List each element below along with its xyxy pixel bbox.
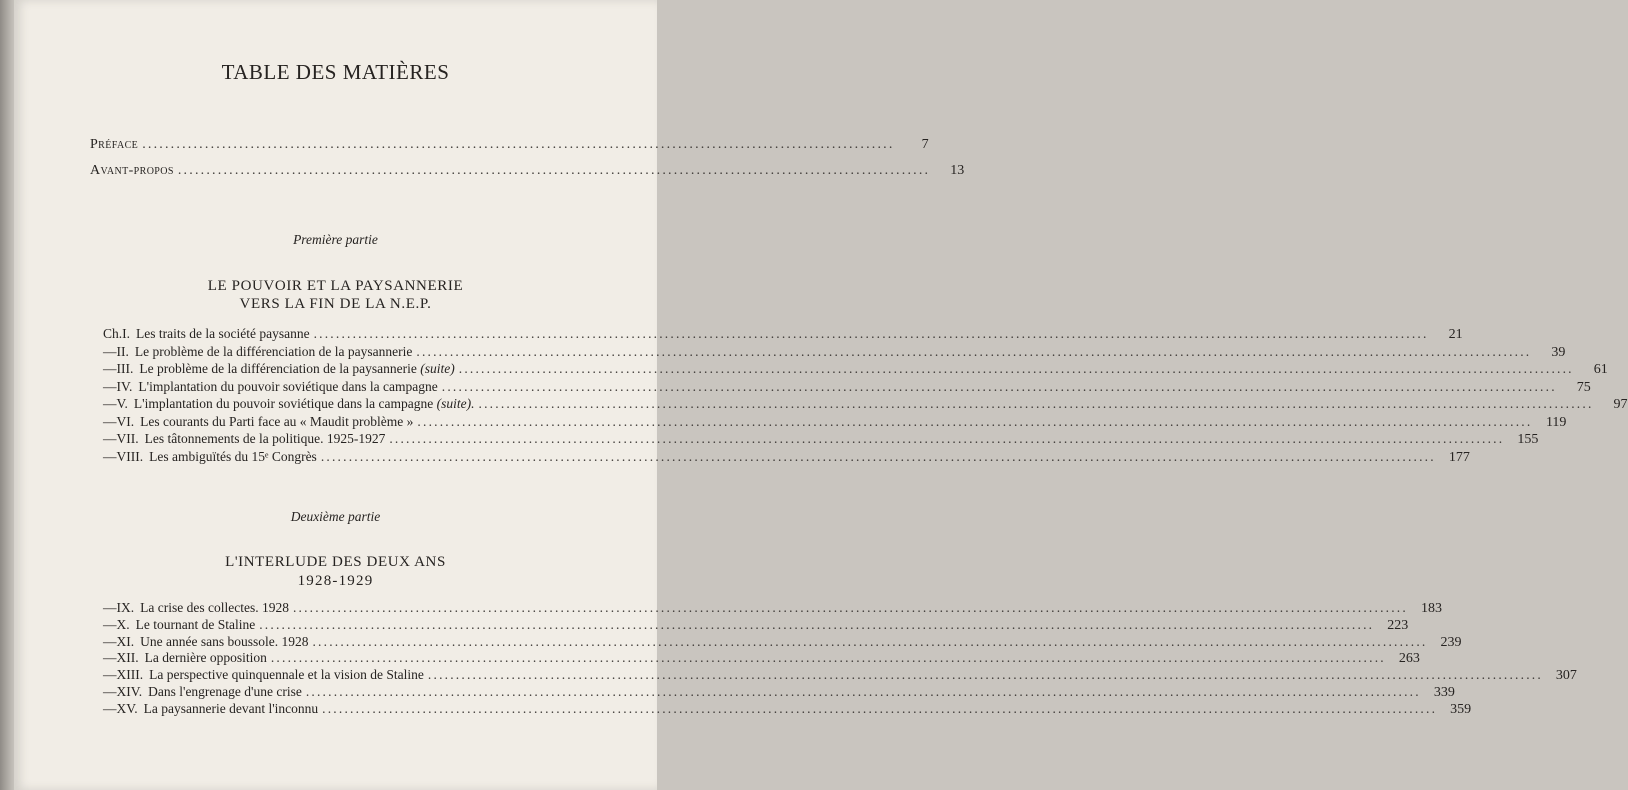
chapter-title-text: Le problème de la différenciation de la paysannerie (134, 343, 413, 359)
dot-leader: ........................................................................................................................................................................................................ (478, 396, 1594, 411)
dot-leader: ........................................................................................................................................................................................................ (320, 448, 1436, 464)
page-number: 97 (1613, 397, 1628, 412)
chapter-title-text: Le tournant de Staline (135, 616, 256, 632)
chapter-title (144, 701, 319, 717)
book-page (14, 0, 1628, 790)
chapter-title (140, 414, 413, 430)
chapter-number: XV. (116, 700, 138, 716)
toc-chapter-row (103, 326, 1463, 343)
toc-chapter-row (103, 361, 1608, 378)
page-number: 177 (1448, 449, 1470, 465)
part-1-title-line-1: LE POUVOIR ET LA PAYSANNERIE (207, 278, 464, 294)
toc-chapter-row (103, 700, 1472, 718)
toc-chapter-row (103, 343, 1566, 361)
dot-leader: ........................................................................................................................................................................................................ (441, 378, 1557, 394)
chapter-number: IX. (116, 600, 135, 615)
dot-leader: ........................................................................................................................................................................................................ (389, 431, 1505, 446)
chapter-title (149, 667, 424, 683)
toc-chapter-row (103, 413, 1567, 431)
part-1-label: Première partie (293, 232, 378, 247)
chapter-title-text: L'implantation du pouvoir soviétique dans la campagne (138, 378, 438, 394)
chapter-title (135, 344, 413, 360)
chapter-prefix: — (103, 616, 117, 632)
toc-chapter-row (103, 600, 1442, 617)
page-number: 39 (1551, 344, 1566, 360)
chapter-number: VII. (116, 431, 139, 446)
chapter-title (140, 600, 289, 616)
dot-leader: ........................................................................................................................................................................................................ (305, 684, 1421, 699)
chapter-title (148, 684, 302, 700)
chapter-number: V. (116, 396, 128, 411)
toc-chapter-row (103, 633, 1462, 651)
chapter-title-text: Les courants du Parti face au « Maudit problème » (140, 413, 414, 429)
part-2-title-line-1: L'INTERLUDE DES DEUX ANS (225, 554, 446, 570)
chapter-prefix: — (103, 633, 117, 649)
chapter-number: XII. (116, 650, 139, 666)
chapter-title-text: Le problème de la différenciation de la paysannerie (139, 361, 417, 376)
toc-chapter-row (103, 650, 1420, 667)
chapter-number: XIII. (116, 667, 144, 683)
dot-leader: .................................................................................................................................... (177, 163, 931, 178)
part-1-title-line-2: VERS LA FIN DE LA N.E.P. (239, 296, 432, 312)
entry-label: Préface (90, 137, 139, 152)
dot-leader: ........................................................................................................................................................................................................ (417, 413, 1533, 429)
chapter-title-text: La crise des collectes. 1928 (140, 600, 289, 615)
chapter-title-suffix: (suite) (420, 361, 455, 376)
toc-chapter-row (103, 684, 1455, 701)
chapter-prefix: Ch. (103, 326, 123, 341)
chapter-prefix: — (103, 431, 117, 446)
page-number: 119 (1545, 414, 1567, 430)
toc-entry-avant-propos (90, 163, 965, 179)
page-number: 359 (1450, 701, 1472, 717)
page-number: 155 (1517, 432, 1539, 447)
page-number: 61 (1593, 362, 1608, 377)
chapter-title (145, 431, 386, 447)
chapter-title (140, 634, 308, 650)
chapter-prefix: — (103, 448, 117, 464)
chapter-title (134, 396, 475, 412)
toc-chapter-row (103, 667, 1577, 684)
page-number: 13 (950, 163, 965, 178)
page-number: 239 (1440, 634, 1462, 650)
part-2-title-line-2: 1928-1929 (297, 573, 374, 589)
chapter-title-text: La dernière opposition (144, 650, 267, 666)
chapter-prefix: — (103, 413, 117, 429)
page-title: TABLE DES MATIÈRES (221, 60, 450, 84)
dot-leader: ........................................................................................................................................................................................................ (427, 667, 1543, 683)
toc-chapter-row (103, 396, 1628, 413)
page-number: 223 (1387, 617, 1409, 633)
chapter-title-text: La paysannerie devant l'inconnu (143, 700, 319, 716)
dot-leader: ........................................................................................................................................................................................................ (313, 326, 1429, 341)
chapter-prefix: — (103, 700, 117, 716)
toc-chapter-row (103, 616, 1409, 634)
chapter-title-text: Dans l'engrenage d'une crise (148, 684, 302, 699)
dot-leader: ........................................................................................................................................................................................................ (270, 650, 1386, 666)
chapter-title-text: La perspective quinquennale et la vision de Staline (149, 667, 424, 683)
chapter-title (136, 326, 310, 342)
chapter-prefix: — (103, 343, 117, 359)
entry-label: Avant-propos (90, 163, 174, 178)
chapter-title (145, 650, 267, 666)
chapter-prefix: — (103, 667, 117, 683)
chapter-title-text: Les traits de la société paysanne (136, 326, 310, 341)
page-number: 307 (1555, 668, 1577, 684)
toc-chapter-row (103, 378, 1591, 396)
chapter-title-text: Les ambiguïtés du 15ᵉ Congrès (149, 448, 317, 464)
chapter-number: II. (116, 343, 129, 359)
toc-chapter-row (103, 431, 1539, 448)
chapter-title-suffix: (suite). (436, 396, 475, 411)
dot-leader: ........................................................................................................................................................................................................ (312, 633, 1428, 649)
chapter-number: VI. (116, 413, 135, 429)
chapter-title (136, 617, 256, 633)
chapter-title (139, 361, 454, 377)
dot-leader: ........................................................................................................................................................................................................ (259, 616, 1375, 632)
chapter-title-text: L'implantation du pouvoir soviétique dans la campagne (133, 396, 434, 411)
chapter-prefix: — (103, 378, 117, 394)
chapter-title-text: Une année sans boussole. 1928 (140, 633, 309, 649)
chapter-prefix: — (103, 361, 117, 376)
chapter-number: X. (116, 616, 130, 632)
page-number: 263 (1398, 651, 1420, 667)
dot-leader: ........................................................................................................................................................................................................ (322, 700, 1438, 716)
dot-leader: ........................................................................................................................................................................................................ (416, 343, 1532, 359)
toc-entry-preface (90, 137, 929, 153)
chapter-prefix: — (103, 684, 117, 699)
page-number: 339 (1433, 685, 1455, 700)
page-number: 21 (1448, 327, 1463, 342)
chapter-prefix: — (103, 600, 117, 615)
page-number: 183 (1420, 601, 1442, 616)
chapter-number: III. (116, 361, 134, 376)
toc-chapter-row (103, 448, 1470, 466)
part-2-label: Deuxième partie (290, 509, 381, 524)
chapter-prefix: — (103, 650, 117, 666)
page-number: 75 (1576, 379, 1591, 395)
dot-leader: ........................................................................................................................................................................................................ (292, 600, 1408, 615)
dot-leader: ........................................................................................................................................................................................................ (458, 361, 1574, 376)
chapter-title (149, 449, 317, 465)
chapter-number: XIV. (116, 684, 143, 699)
chapter-title-text: Les tâtonnements de la politique. 1925-1927 (144, 431, 386, 446)
chapter-number: I. (122, 326, 131, 341)
chapter-prefix: — (103, 396, 117, 411)
chapter-number: XI. (116, 633, 135, 649)
chapter-number: IV. (116, 378, 133, 394)
chapter-number: VIII. (116, 448, 144, 464)
dot-leader: .................................................................................................................................... (142, 137, 895, 152)
page-number: 7 (921, 137, 929, 152)
chapter-title (138, 379, 437, 395)
